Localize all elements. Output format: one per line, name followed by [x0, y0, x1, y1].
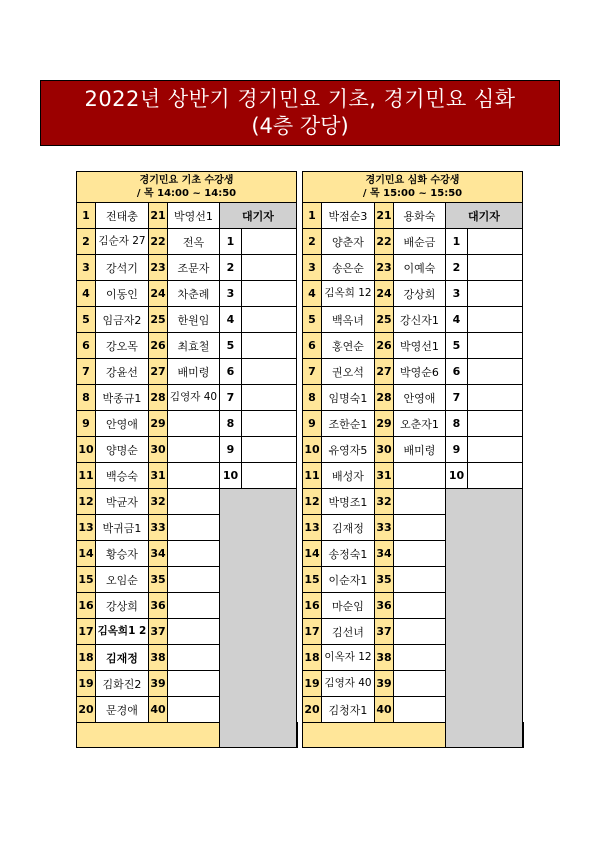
- table-row: [77, 411, 298, 437]
- student-number: 15: [303, 567, 322, 593]
- student-number: 40: [149, 697, 168, 723]
- student-number: 31: [149, 463, 168, 489]
- waitlist-name: [242, 385, 297, 411]
- student-name: [168, 463, 220, 489]
- student-number: 38: [149, 645, 168, 671]
- student-name: [168, 593, 220, 619]
- student-name: 김화진2: [96, 671, 149, 697]
- table-row: [303, 333, 524, 359]
- student-name: 송은순: [322, 255, 375, 281]
- student-number: 7: [77, 359, 96, 385]
- student-name: 박종규1: [96, 385, 149, 411]
- waitlist-number: 9: [220, 437, 242, 463]
- table-row: [77, 385, 298, 411]
- student-name: 양춘자: [322, 229, 375, 255]
- student-number: 35: [149, 567, 168, 593]
- student-number: 14: [303, 541, 322, 567]
- student-name: 송정숙1: [322, 541, 375, 567]
- table-row: [303, 359, 524, 385]
- student-name: 박명조1: [322, 489, 375, 515]
- student-number: 27: [375, 359, 394, 385]
- waitlist-number: 2: [446, 255, 468, 281]
- student-name: 박영선1: [394, 333, 446, 359]
- student-number: 24: [375, 281, 394, 307]
- waitlist-name: [468, 463, 523, 489]
- advanced-roster-table: [302, 171, 524, 748]
- waitlist-number: 6: [446, 359, 468, 385]
- student-name: [168, 645, 220, 671]
- student-name: [394, 489, 446, 515]
- class-schedule: / 목 15:00 ~ 15:50: [362, 188, 463, 199]
- table-row: [303, 437, 524, 463]
- student-name: 이순자1: [322, 567, 375, 593]
- waitlist-number: 1: [220, 229, 242, 255]
- waitlist-name: [242, 229, 297, 255]
- waitlist-name: [468, 385, 523, 411]
- waitlist-number: 8: [446, 411, 468, 437]
- waitlist-unused-area: [220, 489, 297, 748]
- waitlist-name: [242, 255, 297, 281]
- student-number: 15: [77, 567, 96, 593]
- waitlist-number: 1: [446, 229, 468, 255]
- waitlist-number: 4: [446, 307, 468, 333]
- student-number: 3: [303, 255, 322, 281]
- student-number: 33: [149, 515, 168, 541]
- student-name: 이동인: [96, 281, 149, 307]
- table-row: [77, 333, 298, 359]
- class-schedule: / 목 14:00 ~ 14:50: [136, 188, 237, 199]
- table-row: [77, 229, 298, 255]
- student-number: 8: [77, 385, 96, 411]
- student-name: 배순금: [394, 229, 446, 255]
- table-row: [303, 281, 524, 307]
- student-number: 22: [149, 229, 168, 255]
- table-row: [77, 281, 298, 307]
- student-name: [394, 645, 446, 671]
- waitlist-footer: [523, 723, 524, 748]
- waitlist-number: 7: [220, 385, 242, 411]
- waitlist-number: 7: [446, 385, 468, 411]
- table-row: [77, 307, 298, 333]
- student-name: 문경애: [96, 697, 149, 723]
- student-name: 마순임: [322, 593, 375, 619]
- student-name: [394, 515, 446, 541]
- student-number: 24: [149, 281, 168, 307]
- student-number: 5: [303, 307, 322, 333]
- student-name: 황승자: [96, 541, 149, 567]
- student-name: 조문자: [168, 255, 220, 281]
- student-number: 2: [77, 229, 96, 255]
- student-number: 27: [149, 359, 168, 385]
- student-number: 30: [149, 437, 168, 463]
- student-number: 12: [303, 489, 322, 515]
- roster-footer: [303, 723, 446, 748]
- student-name: 백승숙: [96, 463, 149, 489]
- student-number: 10: [303, 437, 322, 463]
- waitlist-name: [242, 411, 297, 437]
- student-name: [168, 567, 220, 593]
- table-row: [303, 385, 524, 411]
- waitlist-name: [242, 307, 297, 333]
- student-name: 이예숙: [394, 255, 446, 281]
- class-name: 경기민요 심화 수강생: [365, 175, 460, 186]
- table-row: [77, 489, 298, 515]
- student-name: 전태충: [96, 203, 149, 229]
- student-name: 전옥: [168, 229, 220, 255]
- waitlist-name: [468, 281, 523, 307]
- student-name: [168, 671, 220, 697]
- student-number: 34: [149, 541, 168, 567]
- student-number: 32: [149, 489, 168, 515]
- student-name: [168, 619, 220, 645]
- student-name: [168, 697, 220, 723]
- student-name: [168, 489, 220, 515]
- roster-footer: [77, 723, 220, 748]
- waitlist-footer: [297, 723, 298, 748]
- waitlist-number: 6: [220, 359, 242, 385]
- student-name: 김영자 40: [322, 671, 375, 697]
- student-name: 배성자: [322, 463, 375, 489]
- student-number: 5: [77, 307, 96, 333]
- waitlist-name: [468, 255, 523, 281]
- student-number: 18: [303, 645, 322, 671]
- student-number: 39: [375, 671, 394, 697]
- student-name: 용화숙: [394, 203, 446, 229]
- student-name: [394, 697, 446, 723]
- student-number: 17: [77, 619, 96, 645]
- student-name: 강윤선: [96, 359, 149, 385]
- student-name: [168, 411, 220, 437]
- waitlist-name: [468, 359, 523, 385]
- student-number: 23: [375, 255, 394, 281]
- student-name: 배미령: [394, 437, 446, 463]
- student-number: 17: [303, 619, 322, 645]
- student-number: 14: [77, 541, 96, 567]
- table-row: [77, 255, 298, 281]
- student-name: [394, 619, 446, 645]
- student-number: 30: [375, 437, 394, 463]
- waitlist-name: [468, 307, 523, 333]
- student-number: 32: [375, 489, 394, 515]
- student-name: 배미령: [168, 359, 220, 385]
- student-number: 25: [375, 307, 394, 333]
- class-name: 경기민요 기초 수강생: [139, 175, 234, 186]
- table-row: [303, 203, 524, 229]
- student-number: 9: [303, 411, 322, 437]
- beginner-roster-table: [76, 171, 298, 748]
- student-number: 11: [77, 463, 96, 489]
- student-number: 23: [149, 255, 168, 281]
- student-name: [168, 541, 220, 567]
- waitlist-number: 3: [446, 281, 468, 307]
- student-number: 7: [303, 359, 322, 385]
- student-number: 3: [77, 255, 96, 281]
- student-name: 김순자 27: [96, 229, 149, 255]
- table-row: [303, 229, 524, 255]
- student-number: 1: [77, 203, 96, 229]
- title-line-2: (4층 강당): [251, 114, 349, 138]
- student-name: [168, 515, 220, 541]
- student-number: 19: [303, 671, 322, 697]
- waitlist-name: [468, 411, 523, 437]
- student-name: 권오석: [322, 359, 375, 385]
- student-number: 31: [375, 463, 394, 489]
- roster-header: [77, 172, 297, 203]
- student-number: 16: [77, 593, 96, 619]
- student-name: 박점순3: [322, 203, 375, 229]
- student-name: 양명순: [96, 437, 149, 463]
- student-name: [394, 567, 446, 593]
- waitlist-number: 5: [446, 333, 468, 359]
- waitlist-label: 대기자: [446, 203, 523, 229]
- student-number: 11: [303, 463, 322, 489]
- waitlist-number: 3: [220, 281, 242, 307]
- waitlist-name: [242, 281, 297, 307]
- student-name: 오임순: [96, 567, 149, 593]
- student-number: 20: [77, 697, 96, 723]
- student-name: 강신자1: [394, 307, 446, 333]
- student-name: 김재정: [96, 645, 149, 671]
- waitlist-number: 10: [446, 463, 468, 489]
- student-number: 25: [149, 307, 168, 333]
- student-number: 21: [149, 203, 168, 229]
- student-number: 9: [77, 411, 96, 437]
- student-name: 안영애: [96, 411, 149, 437]
- table-row: [303, 463, 524, 489]
- student-name: [394, 463, 446, 489]
- student-name: 최효철: [168, 333, 220, 359]
- student-name: 김청자1: [322, 697, 375, 723]
- student-number: 18: [77, 645, 96, 671]
- table-row: [77, 437, 298, 463]
- waitlist-number: 4: [220, 307, 242, 333]
- student-number: 6: [77, 333, 96, 359]
- student-number: 4: [303, 281, 322, 307]
- student-name: 김재정: [322, 515, 375, 541]
- waitlist-name: [242, 333, 297, 359]
- waitlist-name: [242, 359, 297, 385]
- student-number: 2: [303, 229, 322, 255]
- table-row: [77, 203, 298, 229]
- waitlist-number: 2: [220, 255, 242, 281]
- student-number: 26: [149, 333, 168, 359]
- student-number: 39: [149, 671, 168, 697]
- student-number: 1: [303, 203, 322, 229]
- student-number: 6: [303, 333, 322, 359]
- student-number: 29: [375, 411, 394, 437]
- student-name: [168, 437, 220, 463]
- student-name: 김선녀: [322, 619, 375, 645]
- student-name: 강상희: [394, 281, 446, 307]
- waitlist-label: 대기자: [220, 203, 297, 229]
- student-name: 김옥희 12: [322, 281, 375, 307]
- student-number: 13: [303, 515, 322, 541]
- student-number: 33: [375, 515, 394, 541]
- student-name: 차춘례: [168, 281, 220, 307]
- student-name: [394, 541, 446, 567]
- student-name: [394, 593, 446, 619]
- student-number: 22: [375, 229, 394, 255]
- waitlist-unused-area: [446, 489, 523, 748]
- waitlist-name: [242, 437, 297, 463]
- student-name: 백옥녀: [322, 307, 375, 333]
- student-number: 26: [375, 333, 394, 359]
- student-name: 한원임: [168, 307, 220, 333]
- title-line-1: 2022년 상반기 경기민요 기초, 경기민요 심화: [84, 87, 516, 111]
- roster-header: [303, 172, 523, 203]
- table-row: [303, 307, 524, 333]
- student-number: 37: [149, 619, 168, 645]
- student-name: 조한순1: [322, 411, 375, 437]
- student-number: 28: [149, 385, 168, 411]
- student-name: 강석기: [96, 255, 149, 281]
- waitlist-name: [468, 333, 523, 359]
- waitlist-number: 10: [220, 463, 242, 489]
- waitlist-name: [242, 463, 297, 489]
- student-number: 37: [375, 619, 394, 645]
- student-number: 28: [375, 385, 394, 411]
- student-number: 12: [77, 489, 96, 515]
- student-number: 40: [375, 697, 394, 723]
- student-number: 19: [77, 671, 96, 697]
- student-name: 홍연순: [322, 333, 375, 359]
- student-name: 김옥희1 2: [96, 619, 149, 645]
- student-number: 36: [375, 593, 394, 619]
- student-name: 박영선1: [168, 203, 220, 229]
- title-banner: [40, 80, 560, 146]
- student-name: 박균자: [96, 489, 149, 515]
- student-name: [394, 671, 446, 697]
- student-number: 8: [303, 385, 322, 411]
- student-name: 강오목: [96, 333, 149, 359]
- table-row: [303, 255, 524, 281]
- student-name: 강상희: [96, 593, 149, 619]
- waitlist-number: 8: [220, 411, 242, 437]
- student-number: 20: [303, 697, 322, 723]
- student-name: 유영자5: [322, 437, 375, 463]
- student-number: 10: [77, 437, 96, 463]
- student-number: 36: [149, 593, 168, 619]
- student-number: 13: [77, 515, 96, 541]
- waitlist-number: 5: [220, 333, 242, 359]
- table-row: [77, 463, 298, 489]
- student-number: 21: [375, 203, 394, 229]
- student-number: 16: [303, 593, 322, 619]
- student-number: 29: [149, 411, 168, 437]
- student-name: 김영자 40: [168, 385, 220, 411]
- student-name: 안영애: [394, 385, 446, 411]
- student-number: 35: [375, 567, 394, 593]
- student-number: 38: [375, 645, 394, 671]
- table-row: [303, 489, 524, 515]
- student-name: 임금자2: [96, 307, 149, 333]
- student-name: 임명숙1: [322, 385, 375, 411]
- table-row: [77, 359, 298, 385]
- student-name: 이옥자 12: [322, 645, 375, 671]
- student-name: 박귀금1: [96, 515, 149, 541]
- student-number: 34: [375, 541, 394, 567]
- student-name: 박영순6: [394, 359, 446, 385]
- table-row: [303, 411, 524, 437]
- waitlist-name: [468, 437, 523, 463]
- waitlist-number: 9: [446, 437, 468, 463]
- student-number: 4: [77, 281, 96, 307]
- waitlist-name: [468, 229, 523, 255]
- student-name: 오춘자1: [394, 411, 446, 437]
